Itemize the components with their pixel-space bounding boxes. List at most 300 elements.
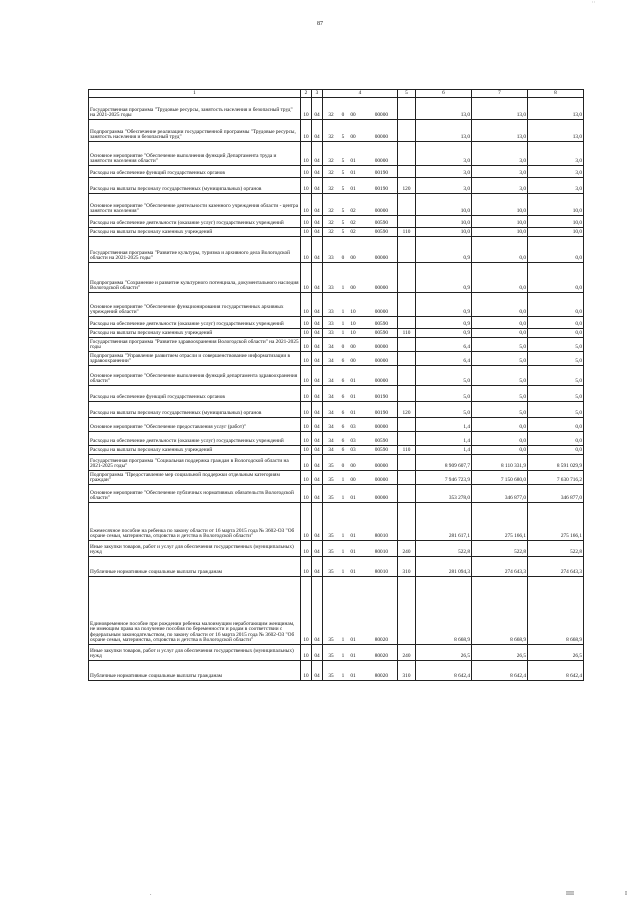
row-subsection: 04 bbox=[312, 418, 323, 432]
target-article-part: 80010 bbox=[374, 533, 388, 540]
footer-mark-right: IIII bbox=[566, 891, 574, 897]
row-section: 10 bbox=[301, 503, 312, 541]
row-expense-kind: 110 bbox=[398, 329, 416, 338]
table-row bbox=[89, 366, 584, 386]
row-value-2022: 0,0 bbox=[472, 317, 528, 329]
row-name: Публичные нормативные социальные выплаты гражданам bbox=[89, 661, 301, 681]
row-target-article bbox=[323, 645, 398, 661]
table-row bbox=[89, 142, 584, 166]
row-target-article bbox=[323, 98, 398, 120]
target-article-part: 35 bbox=[328, 569, 334, 576]
target-article-part: 00 bbox=[350, 134, 356, 141]
row-value-2021: 0,9 bbox=[416, 293, 472, 317]
table-row bbox=[89, 455, 584, 471]
row-subsection: 04 bbox=[312, 228, 323, 237]
table-row bbox=[89, 352, 584, 366]
row-subsection: 04 bbox=[312, 216, 323, 228]
target-article-part: 00000 bbox=[374, 112, 388, 119]
row-name: Государственная программа "Развитие культуры, туризма и архивного дела Вологодской области на 2021-2025 годы" bbox=[89, 237, 301, 263]
row-subsection: 04 bbox=[312, 577, 323, 645]
target-article-part: 32 bbox=[328, 170, 334, 177]
row-value-2021: 0,9 bbox=[416, 263, 472, 293]
row-value-2022: 274 643,3 bbox=[472, 557, 528, 577]
row-subsection: 04 bbox=[312, 485, 323, 503]
row-value-2021: 8 668,9 bbox=[416, 577, 472, 645]
row-subsection: 04 bbox=[312, 263, 323, 293]
target-article-part: 80020 bbox=[374, 637, 388, 644]
row-target-article bbox=[323, 661, 398, 681]
row-value-2021: 3,0 bbox=[416, 166, 472, 178]
target-article-part: 35 bbox=[328, 673, 334, 680]
target-article-part: 1 bbox=[341, 569, 345, 576]
row-value-2023: 13,0 bbox=[528, 120, 584, 142]
row-section: 10 bbox=[301, 661, 312, 681]
target-article-part: 01 bbox=[350, 533, 356, 540]
row-name: Расходы на выплаты персоналу казенных учреждений bbox=[89, 329, 301, 338]
row-name: Основное мероприятие "Обеспечение функционирования государственных архивных учреждений области" bbox=[89, 293, 301, 317]
row-value-2023: 8 591 029,9 bbox=[528, 455, 584, 471]
target-article-part: 32 bbox=[328, 229, 334, 236]
page-number: 87 bbox=[317, 21, 323, 27]
target-article-part: 00190 bbox=[374, 394, 388, 401]
target-article-part: 80010 bbox=[374, 569, 388, 576]
row-name: Расходы на выплаты персоналу казенных учреждений bbox=[89, 446, 301, 455]
row-value-2022: 522,8 bbox=[472, 541, 528, 557]
row-value-2022: 346 877,0 bbox=[472, 485, 528, 503]
target-article-part: 5 bbox=[341, 186, 345, 193]
table-row bbox=[89, 98, 584, 120]
target-article-part: 00000 bbox=[374, 344, 388, 351]
footer-mark-edge: I bbox=[625, 891, 627, 897]
row-value-2022: 5,0 bbox=[472, 366, 528, 386]
row-subsection: 04 bbox=[312, 455, 323, 471]
row-subsection: 04 bbox=[312, 541, 323, 557]
table-row bbox=[89, 503, 584, 541]
row-name: Основное мероприятие "Обеспечение деятельности казенного учреждения области - центра занятости населения" bbox=[89, 194, 301, 216]
target-article-part: 01 bbox=[350, 637, 356, 644]
target-article-part: 34 bbox=[328, 358, 334, 365]
target-article-part: 80020 bbox=[374, 653, 388, 660]
target-article-part: 6 bbox=[341, 424, 345, 431]
row-value-2021: 6,4 bbox=[416, 338, 472, 352]
target-article-part: 10 bbox=[350, 330, 356, 337]
row-section: 10 bbox=[301, 645, 312, 661]
row-name: Ежемесячное пособие на ребенка по закону области от 16 марта 2015 года № 3602-ОЗ "Об охране семьи, материнства, отцовства и детства в Вологодской области" bbox=[89, 503, 301, 541]
row-section: 10 bbox=[301, 402, 312, 418]
row-name: Подпрограмма "Сохранение и развитие культурного потенциала, документального наследия Вологодской области" bbox=[89, 263, 301, 293]
target-article-part: 0 bbox=[341, 463, 345, 470]
row-name: Расходы на обеспечение функций государственных органов bbox=[89, 166, 301, 178]
row-target-article bbox=[323, 228, 398, 237]
target-article-part: 00000 bbox=[374, 463, 388, 470]
row-section: 10 bbox=[301, 386, 312, 402]
target-article-part: 1 bbox=[341, 495, 345, 502]
target-article-part: 80020 bbox=[374, 673, 388, 680]
row-name: Основное мероприятие "Обеспечение выполнения функций Департамента труда и занятости населения области" bbox=[89, 142, 301, 166]
row-name: Основное мероприятие "Обеспечение выполнения функций департамента здравоохранения области" bbox=[89, 366, 301, 386]
row-subsection: 04 bbox=[312, 503, 323, 541]
row-section: 10 bbox=[301, 216, 312, 228]
target-article-part: 00590 bbox=[374, 321, 388, 328]
target-article-part: 33 bbox=[328, 330, 334, 337]
row-target-article bbox=[323, 263, 398, 293]
row-section: 10 bbox=[301, 228, 312, 237]
target-article-part: 00000 bbox=[374, 134, 388, 141]
row-name: Подпрограмма "Обеспечение реализации государственной программы "Трудовые ресурсы, занятость населения и безопасный труд" bbox=[89, 120, 301, 142]
target-article-part: 00000 bbox=[374, 255, 388, 262]
table-row bbox=[89, 541, 584, 557]
target-article-part: 10 bbox=[350, 321, 356, 328]
target-article-part: 5 bbox=[341, 158, 345, 165]
row-expense-kind bbox=[398, 503, 416, 541]
row-value-2021: 0,9 bbox=[416, 237, 472, 263]
row-value-2023: 10,0 bbox=[528, 216, 584, 228]
target-article-part: 00 bbox=[350, 358, 356, 365]
target-article-part: 6 bbox=[341, 358, 345, 365]
row-value-2022: 0,0 bbox=[472, 237, 528, 263]
row-value-2023: 0,0 bbox=[528, 237, 584, 263]
row-expense-kind bbox=[398, 98, 416, 120]
row-target-article bbox=[323, 237, 398, 263]
target-article-part: 34 bbox=[328, 344, 334, 351]
budget-table bbox=[88, 89, 584, 681]
target-article-part: 01 bbox=[350, 495, 356, 502]
target-article-part: 6 bbox=[341, 410, 345, 417]
row-value-2022: 5,0 bbox=[472, 338, 528, 352]
row-value-2023: 10,0 bbox=[528, 228, 584, 237]
target-article-part: 6 bbox=[341, 447, 345, 454]
row-value-2023: 5,0 bbox=[528, 366, 584, 386]
target-article-part: 32 bbox=[328, 158, 334, 165]
row-section: 10 bbox=[301, 366, 312, 386]
row-value-2021: 1,4 bbox=[416, 446, 472, 455]
table-row bbox=[89, 228, 584, 237]
target-article-part: 5 bbox=[341, 220, 345, 227]
row-value-2021: 5,0 bbox=[416, 366, 472, 386]
row-value-2023: 0,0 bbox=[528, 329, 584, 338]
row-value-2021: 281 617,1 bbox=[416, 503, 472, 541]
row-value-2021: 10,0 bbox=[416, 228, 472, 237]
row-expense-kind bbox=[398, 142, 416, 166]
row-value-2023: 8 642,4 bbox=[528, 661, 584, 681]
row-subsection: 04 bbox=[312, 386, 323, 402]
row-name: Расходы на выплаты персоналу государственных (муниципальных) органов bbox=[89, 178, 301, 194]
row-target-article bbox=[323, 329, 398, 338]
target-article-part: 5 bbox=[341, 170, 345, 177]
row-subsection: 04 bbox=[312, 293, 323, 317]
row-value-2022: 8 642,4 bbox=[472, 661, 528, 681]
row-name: Иные закупки товаров, работ и услуг для обеспечения государственных (муниципальных) нужд bbox=[89, 541, 301, 557]
row-value-2023: 8 668,9 bbox=[528, 577, 584, 645]
row-target-article bbox=[323, 503, 398, 541]
table-row bbox=[89, 446, 584, 455]
table-row bbox=[89, 178, 584, 194]
row-value-2023: 5,0 bbox=[528, 352, 584, 366]
row-value-2021: 522,8 bbox=[416, 541, 472, 557]
target-article-part: 01 bbox=[350, 170, 356, 177]
row-value-2022: 5,0 bbox=[472, 386, 528, 402]
row-target-article bbox=[323, 471, 398, 485]
table-row bbox=[89, 471, 584, 485]
target-article-part: 01 bbox=[350, 186, 356, 193]
row-target-article bbox=[323, 142, 398, 166]
row-name: Иные закупки товаров, работ и услуг для обеспечения государственных (муниципальных) нужд bbox=[89, 645, 301, 661]
row-value-2023: 5,0 bbox=[528, 386, 584, 402]
row-name: Расходы на выплаты персоналу государственных (муниципальных) органов bbox=[89, 402, 301, 418]
row-value-2022: 13,0 bbox=[472, 120, 528, 142]
table-row bbox=[89, 661, 584, 681]
row-expense-kind: 240 bbox=[398, 645, 416, 661]
row-value-2022: 3,0 bbox=[472, 178, 528, 194]
row-section: 10 bbox=[301, 485, 312, 503]
row-value-2022: 0,0 bbox=[472, 293, 528, 317]
target-article-part: 00 bbox=[350, 477, 356, 484]
row-expense-kind bbox=[398, 366, 416, 386]
row-value-2022: 0,0 bbox=[472, 446, 528, 455]
target-article-part: 02 bbox=[350, 229, 356, 236]
target-article-part: 32 bbox=[328, 186, 334, 193]
target-article-part: 00000 bbox=[374, 358, 388, 365]
row-value-2021: 10,0 bbox=[416, 194, 472, 216]
row-subsection: 04 bbox=[312, 317, 323, 329]
target-article-part: 01 bbox=[350, 673, 356, 680]
row-value-2021: 10,0 bbox=[416, 216, 472, 228]
row-expense-kind bbox=[398, 432, 416, 446]
row-name: Государственная программа "Социальная поддержка граждан в Вологодской области на 2021-2025 годы" bbox=[89, 455, 301, 471]
row-section: 10 bbox=[301, 178, 312, 194]
row-value-2022: 5,0 bbox=[472, 402, 528, 418]
row-value-2021: 26,5 bbox=[416, 645, 472, 661]
target-article-part: 6 bbox=[341, 378, 345, 385]
target-article-part: 32 bbox=[328, 112, 334, 119]
target-article-part: 34 bbox=[328, 394, 334, 401]
row-expense-kind bbox=[398, 216, 416, 228]
col-header-2023: 8 bbox=[528, 90, 584, 98]
row-subsection: 04 bbox=[312, 98, 323, 120]
target-article-part: 0 bbox=[341, 112, 345, 119]
target-article-part: 02 bbox=[350, 220, 356, 227]
row-target-article bbox=[323, 485, 398, 503]
row-value-2022: 275 166,1 bbox=[472, 503, 528, 541]
row-expense-kind bbox=[398, 237, 416, 263]
target-article-part: 00190 bbox=[374, 170, 388, 177]
target-article-part: 1 bbox=[341, 285, 345, 292]
row-value-2022: 0,0 bbox=[472, 329, 528, 338]
row-value-2023: 10,0 bbox=[528, 194, 584, 216]
row-value-2023: 5,0 bbox=[528, 402, 584, 418]
row-value-2023: 275 166,1 bbox=[528, 503, 584, 541]
row-expense-kind bbox=[398, 471, 416, 485]
target-article-part: 80010 bbox=[374, 549, 388, 556]
row-expense-kind bbox=[398, 386, 416, 402]
row-name: Расходы на выплаты персоналу казенных учреждений bbox=[89, 228, 301, 237]
row-value-2022: 8 668,9 bbox=[472, 577, 528, 645]
row-subsection: 04 bbox=[312, 178, 323, 194]
table-body bbox=[89, 98, 584, 681]
row-expense-kind: 310 bbox=[398, 557, 416, 577]
row-name: Расходы на обеспечение деятельности (оказание услуг) государственных учреждений bbox=[89, 216, 301, 228]
row-subsection: 04 bbox=[312, 352, 323, 366]
row-value-2022: 3,0 bbox=[472, 142, 528, 166]
row-section: 10 bbox=[301, 338, 312, 352]
target-article-part: 0 bbox=[341, 344, 345, 351]
row-value-2022: 10,0 bbox=[472, 216, 528, 228]
row-section: 10 bbox=[301, 352, 312, 366]
row-value-2021: 0,9 bbox=[416, 317, 472, 329]
table-row bbox=[89, 386, 584, 402]
row-value-2023: 0,0 bbox=[528, 418, 584, 432]
row-value-2021: 13,0 bbox=[416, 120, 472, 142]
target-article-part: 00000 bbox=[374, 495, 388, 502]
row-name: Основное мероприятие "Обеспечение предоставления услуг (работ)" bbox=[89, 418, 301, 432]
table-row bbox=[89, 317, 584, 329]
row-name: Подпрограмма "Управление развитием отрасли и совершенствование информатизации в здравоохранении" bbox=[89, 352, 301, 366]
target-article-part: 03 bbox=[350, 424, 356, 431]
row-expense-kind bbox=[398, 352, 416, 366]
target-article-part: 00000 bbox=[374, 309, 388, 316]
target-article-part: 00590 bbox=[374, 447, 388, 454]
row-value-2023: 13,0 bbox=[528, 98, 584, 120]
target-article-part: 1 bbox=[341, 330, 345, 337]
target-article-part: 1 bbox=[341, 477, 345, 484]
row-section: 10 bbox=[301, 98, 312, 120]
row-expense-kind: 310 bbox=[398, 661, 416, 681]
row-value-2023: 0,0 bbox=[528, 432, 584, 446]
row-value-2021: 1,4 bbox=[416, 418, 472, 432]
row-target-article bbox=[323, 402, 398, 418]
row-section: 10 bbox=[301, 557, 312, 577]
target-article-part: 5 bbox=[341, 208, 345, 215]
target-article-part: 34 bbox=[328, 410, 334, 417]
row-target-article bbox=[323, 577, 398, 645]
target-article-part: 00 bbox=[350, 285, 356, 292]
row-name: Расходы на обеспечение деятельности (оказание услуг) государственных учреждений bbox=[89, 317, 301, 329]
row-expense-kind bbox=[398, 418, 416, 432]
target-article-part: 34 bbox=[328, 438, 334, 445]
row-value-2023: 0,0 bbox=[528, 293, 584, 317]
row-expense-kind bbox=[398, 120, 416, 142]
row-section: 10 bbox=[301, 471, 312, 485]
row-section: 10 bbox=[301, 293, 312, 317]
row-target-article bbox=[323, 446, 398, 455]
row-value-2022: 8 110 331,9 bbox=[472, 455, 528, 471]
row-expense-kind bbox=[398, 166, 416, 178]
row-subsection: 04 bbox=[312, 194, 323, 216]
row-subsection: 04 bbox=[312, 661, 323, 681]
row-subsection: 04 bbox=[312, 402, 323, 418]
table-row bbox=[89, 557, 584, 577]
row-name: Единовременное пособие при рождении ребенка малоимущим неработающим женщинам, не имеющим права на получение пособия по беременности и родам в соответствии с федеральным законодательством, по закону области от 16 марта 2015 года № 3602-ОЗ "Об охране семьи, материнства, отцовства и детства в Вологодской области" bbox=[89, 577, 301, 645]
row-subsection: 04 bbox=[312, 471, 323, 485]
row-subsection: 04 bbox=[312, 237, 323, 263]
table-row bbox=[89, 329, 584, 338]
target-article-part: 34 bbox=[328, 447, 334, 454]
row-subsection: 04 bbox=[312, 557, 323, 577]
row-subsection: 04 bbox=[312, 338, 323, 352]
target-article-part: 5 bbox=[341, 229, 345, 236]
row-value-2021: 5,0 bbox=[416, 386, 472, 402]
row-value-2023: 7 630 716,2 bbox=[528, 471, 584, 485]
target-article-part: 0 bbox=[341, 255, 345, 262]
row-target-article bbox=[323, 366, 398, 386]
target-article-part: 03 bbox=[350, 447, 356, 454]
row-value-2023: 522,8 bbox=[528, 541, 584, 557]
col-header-target: 4 bbox=[323, 90, 398, 98]
row-expense-kind bbox=[398, 263, 416, 293]
target-article-part: 01 bbox=[350, 378, 356, 385]
row-value-2023: 274 643,3 bbox=[528, 557, 584, 577]
target-article-part: 35 bbox=[328, 653, 334, 660]
corner-mark: ' ' bbox=[592, 2, 596, 7]
target-article-part: 01 bbox=[350, 158, 356, 165]
table-row bbox=[89, 418, 584, 432]
target-article-part: 35 bbox=[328, 477, 334, 484]
row-expense-kind: 110 bbox=[398, 228, 416, 237]
row-target-article bbox=[323, 166, 398, 178]
target-article-part: 1 bbox=[341, 653, 345, 660]
row-value-2023: 26,5 bbox=[528, 645, 584, 661]
row-name: Подпрограмма "Предоставление мер социальной поддержки отдельным категориям граждан" bbox=[89, 471, 301, 485]
row-target-article bbox=[323, 178, 398, 194]
row-section: 10 bbox=[301, 142, 312, 166]
target-article-part: 00000 bbox=[374, 378, 388, 385]
target-article-part: 35 bbox=[328, 637, 334, 644]
row-value-2022: 0,0 bbox=[472, 432, 528, 446]
target-article-part: 6 bbox=[341, 438, 345, 445]
target-article-part: 1 bbox=[341, 549, 345, 556]
row-subsection: 04 bbox=[312, 366, 323, 386]
row-section: 10 bbox=[301, 317, 312, 329]
col-header-2022: 7 bbox=[472, 90, 528, 98]
target-article-part: 1 bbox=[341, 321, 345, 328]
row-section: 10 bbox=[301, 418, 312, 432]
row-name: Основное мероприятие "Обеспечение публичных нормативных обязательств Вологодской области" bbox=[89, 485, 301, 503]
target-article-part: 00590 bbox=[374, 220, 388, 227]
row-target-article bbox=[323, 120, 398, 142]
target-article-part: 33 bbox=[328, 255, 334, 262]
table-row bbox=[89, 216, 584, 228]
footer-mark-left: . bbox=[150, 891, 152, 897]
row-value-2021: 8 642,4 bbox=[416, 661, 472, 681]
row-section: 10 bbox=[301, 432, 312, 446]
row-value-2021: 281 094,3 bbox=[416, 557, 472, 577]
row-name: Государственная программа "Развитие здравоохранения Вологодской области" на 2021-2025 годы bbox=[90, 338, 299, 351]
row-value-2023: 3,0 bbox=[528, 178, 584, 194]
row-value-2022: 0,0 bbox=[472, 263, 528, 293]
row-name: Публичные нормативные социальные выплаты гражданам bbox=[89, 557, 301, 577]
row-value-2022: 7 150 680,0 bbox=[472, 471, 528, 485]
row-value-2021: 0,9 bbox=[416, 329, 472, 338]
row-expense-kind bbox=[398, 338, 416, 352]
row-value-2023: 0,0 bbox=[528, 317, 584, 329]
row-target-article bbox=[323, 432, 398, 446]
row-name: Расходы на обеспечение функций государственных органов bbox=[89, 386, 301, 402]
row-target-article bbox=[323, 352, 398, 366]
row-value-2021: 13,0 bbox=[416, 98, 472, 120]
target-article-part: 6 bbox=[341, 394, 345, 401]
row-value-2022: 26,5 bbox=[472, 645, 528, 661]
row-section: 10 bbox=[301, 237, 312, 263]
row-value-2021: 8 909 607,7 bbox=[416, 455, 472, 471]
row-value-2023: 5,0 bbox=[528, 338, 584, 352]
table-row bbox=[89, 166, 584, 178]
table-row bbox=[89, 432, 584, 446]
table-row bbox=[89, 645, 584, 661]
row-subsection: 04 bbox=[312, 166, 323, 178]
target-article-part: 35 bbox=[328, 549, 334, 556]
row-target-article bbox=[323, 541, 398, 557]
target-article-part: 33 bbox=[328, 285, 334, 292]
